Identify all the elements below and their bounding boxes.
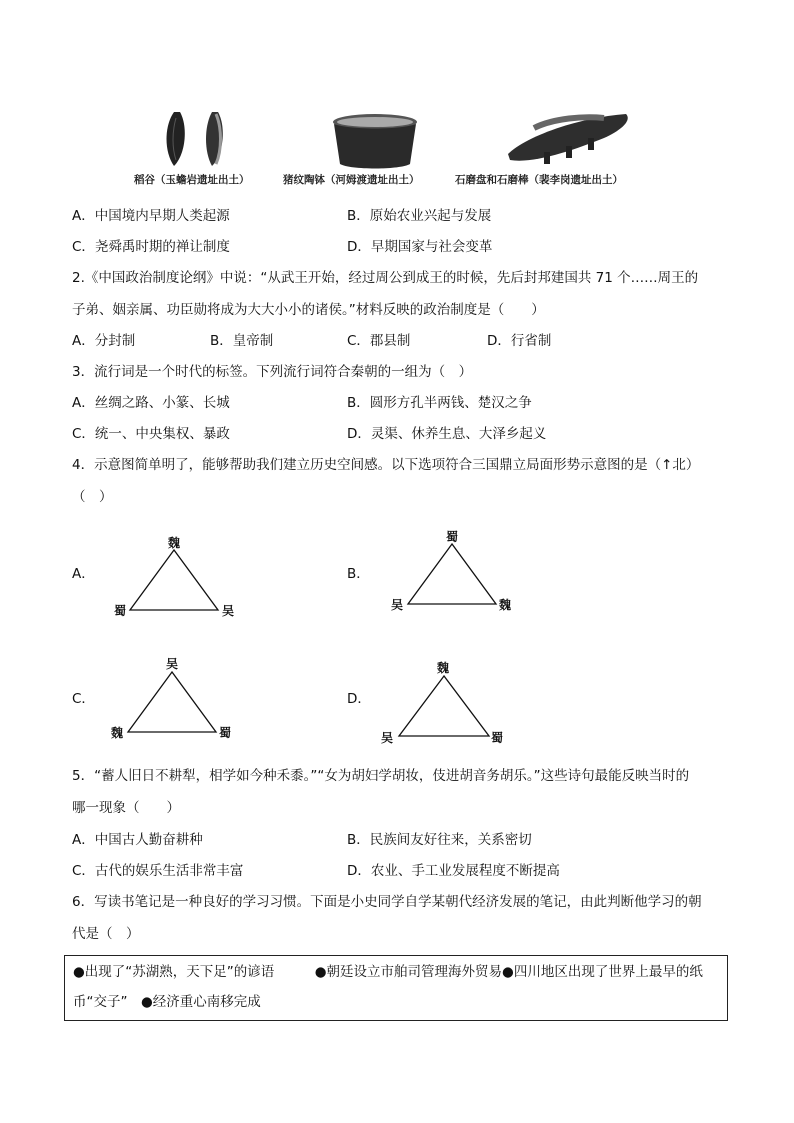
q5-option-c[interactable]: C．古代的娱乐生活非常丰富 — [72, 863, 244, 879]
q5-option-b[interactable]: B．民族间友好往来，关系密切 — [347, 832, 532, 848]
q4-option-d-top-label: 魏 — [437, 661, 450, 675]
q3-option-d[interactable]: D．灵渠、休养生息、大泽乡起义 — [347, 426, 547, 442]
q4-option-d-left-label: 吴 — [381, 731, 394, 745]
q4-stem-line-2: （ ） — [72, 489, 113, 505]
q4-option-a-triangle[interactable] — [128, 548, 220, 612]
q4-option-b-right-label: 魏 — [499, 598, 512, 612]
q4-option-c-triangle[interactable] — [126, 670, 218, 734]
image-caption-bowl: 猪纹陶钵（河姆渡遗址出土） — [283, 174, 420, 186]
q5-option-d[interactable]: D．农业、手工业发展程度不断提高 — [347, 863, 560, 879]
q6-stem-line-2: 代是（ ） — [72, 926, 140, 942]
q4-option-c-left-label: 魏 — [111, 726, 124, 740]
q4-option-d-triangle[interactable] — [397, 674, 491, 738]
q5-stem-line-1: 5．“蓄人旧日不耕犁，相学如今种禾黍。”“女为胡妇学胡妆，伎进胡音务胡乐。”这些诗句最能反映当时的 — [72, 768, 690, 784]
rice-grain-image — [160, 108, 240, 170]
q4-option-a-top-label: 魏 — [168, 536, 181, 550]
q1-option-b[interactable]: B．原始农业兴起与发展 — [347, 208, 492, 224]
q4-stem-line-1: 4．示意图简单明了，能够帮助我们建立历史空间感。以下选项符合三国鼎立局面形势示意图的是（↑北） — [72, 457, 700, 473]
q6-note-box — [64, 955, 728, 1021]
q1-option-d[interactable]: D．早期国家与社会变革 — [347, 239, 493, 255]
q4-option-b-left-label: 吴 — [391, 598, 404, 612]
q6-note-line-2: 币“交子” ●经济重心南移完成 — [73, 994, 261, 1010]
q4-option-b-top-label: 蜀 — [446, 530, 459, 544]
q4-option-c-letter[interactable]: C． — [72, 691, 95, 707]
q4-option-c-right-label: 蜀 — [219, 726, 232, 740]
q6-stem-line-1: 6．写读书笔记是一种良好的学习习惯。下面是小史同学自学某朝代经济发展的笔记，由此判断他学习的朝 — [72, 894, 702, 910]
q1-option-c[interactable]: C．尧舜禹时期的禅让制度 — [72, 239, 230, 255]
q2-option-a[interactable]: A．分封制 — [72, 333, 136, 349]
q5-option-a[interactable]: A．中国古人勤奋耕种 — [72, 832, 203, 848]
q4-option-d-right-label: 蜀 — [491, 731, 504, 745]
q2-option-c[interactable]: C．郡县制 — [347, 333, 411, 349]
image-caption-rice: 稻谷（玉蟾岩遗址出土） — [134, 174, 250, 186]
image-caption-millstone: 石磨盘和石磨棒（裴李岗遗址出土） — [455, 174, 623, 186]
q4-option-d-letter[interactable]: D． — [347, 691, 371, 707]
q2-stem-line-2: 子弟、姻亲属、功臣勋将成为大大小小的诸侯。”材料反映的政治制度是（ ） — [72, 302, 545, 318]
q4-option-a-letter[interactable]: A． — [72, 566, 95, 582]
q2-option-d[interactable]: D．行省制 — [487, 333, 552, 349]
pottery-bowl-image — [330, 112, 420, 172]
q3-option-a[interactable]: A．丝绸之路、小篆、长城 — [72, 395, 230, 411]
q4-option-b-triangle[interactable] — [406, 542, 498, 606]
q2-option-b[interactable]: B．皇帝制 — [210, 333, 274, 349]
q4-option-a-left-label: 蜀 — [114, 604, 127, 618]
q5-stem-line-2: 哪一现象（ ） — [72, 800, 180, 816]
q2-stem-line-1: 2.《中国政治制度论纲》中说：“从武王开始，经过周公到成王的时候，先后封邦建国共 71 个……周王的 — [72, 270, 699, 286]
q3-option-c[interactable]: C．统一、中央集权、暴政 — [72, 426, 230, 442]
q4-option-a-right-label: 吴 — [222, 604, 235, 618]
millstone-image — [504, 108, 634, 168]
q1-option-a[interactable]: A．中国境内早期人类起源 — [72, 208, 230, 224]
q4-option-b-letter[interactable]: B． — [347, 566, 370, 582]
q3-option-b[interactable]: B．圆形方孔半两钱、楚汉之争 — [347, 395, 532, 411]
q3-stem: 3．流行词是一个时代的标签。下列流行词符合秦朝的一组为（ ） — [72, 364, 473, 380]
q4-option-c-top-label: 吴 — [166, 657, 179, 671]
q6-note-line-1: ●出现了“苏湖熟，天下足”的谚语 ●朝廷设立市舶司管理海外贸易●四川地区出现了世界上最早的纸 — [73, 964, 703, 980]
